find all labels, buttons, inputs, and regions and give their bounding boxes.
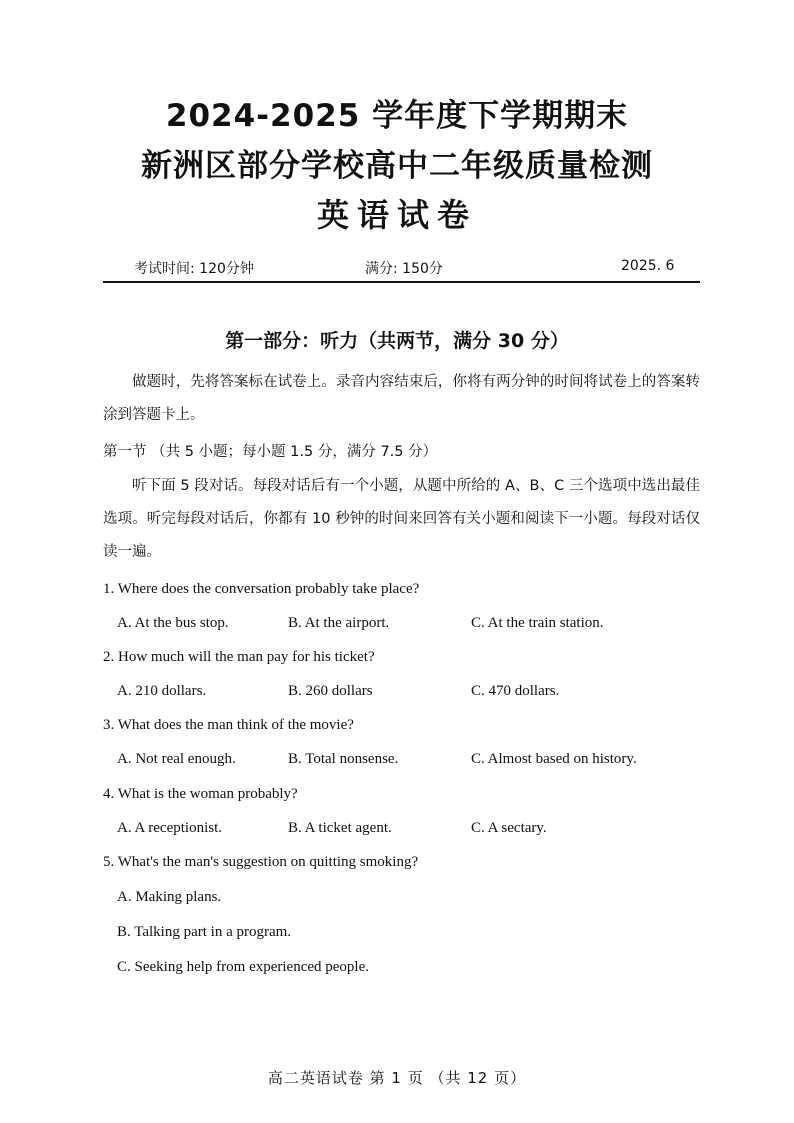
page-footer: 高二英语试卷 第 1 页 （共 12 页）	[267, 1069, 527, 1087]
question-1: 1. Where does the conversation probably take place?	[103, 581, 420, 597]
q2-option-b: B. 260 dollars	[288, 683, 373, 699]
part-title: 第一部分：听力（共两节，满分 30 分）	[225, 330, 569, 352]
header-divider	[103, 281, 700, 283]
section-title: 第一节 （共 5 小题；每小题 1.5 分，满分 7.5 分）	[103, 444, 438, 460]
question-5: 5. What's the man's suggestion on quitting smoking?	[103, 854, 419, 870]
exam-date: 2025. 6	[621, 258, 675, 274]
exam-full-score: 满分: 150分	[365, 261, 443, 277]
question-4: 4. What is the woman probably?	[103, 786, 298, 802]
q1-option-c: C. At the train station.	[471, 615, 604, 631]
q5-option-b: B. Talking part in a program.	[117, 924, 292, 940]
question-2: 2. How much will the man pay for his ticket?	[103, 649, 375, 665]
q5-option-c: C. Seeking help from experienced people.	[117, 959, 369, 975]
question-3: 3. What does the man think of the movie?	[103, 717, 354, 733]
q4-option-a: A. A receptionist.	[117, 820, 222, 836]
q2-option-a: A. 210 dollars.	[117, 683, 207, 699]
section-intro: 听下面 5 段对话。每段对话后有一个小题，从题中所给的 A、B、C 三个选项中选出最佳选项。听完每段对话后，你都有 10 秒钟的时间来回答有关小题和阅读下一小题。每段对话仅读一遍。	[103, 478, 700, 560]
exam-subject-title: 英语试卷	[316, 196, 477, 234]
q1-option-b: B. At the airport.	[288, 615, 390, 631]
q1-option-a: A. At the bus stop.	[117, 615, 229, 631]
q5-option-a: A. Making plans.	[117, 889, 222, 905]
q2-option-c: C. 470 dollars.	[471, 683, 560, 699]
q4-option-c: C. A sectary.	[471, 820, 547, 836]
q3-option-b: B. Total nonsense.	[288, 751, 399, 767]
exam-title-line1: 2024-2025 学年度下学期期末	[165, 98, 629, 134]
q4-option-b: B. A ticket agent.	[288, 820, 392, 836]
q3-option-a: A. Not real enough.	[117, 751, 236, 767]
exam-time: 考试时间: 120分钟	[134, 261, 254, 277]
q3-option-c: C. Almost based on history.	[471, 751, 637, 767]
exam-title-line2: 新洲区部分学校高中二年级质量检测	[141, 148, 653, 184]
instructions: 做题时，先将答案标在试卷上。录音内容结束后，你将有两分钟的时间将试卷上的答案转涂到答题卡上。	[103, 374, 700, 423]
